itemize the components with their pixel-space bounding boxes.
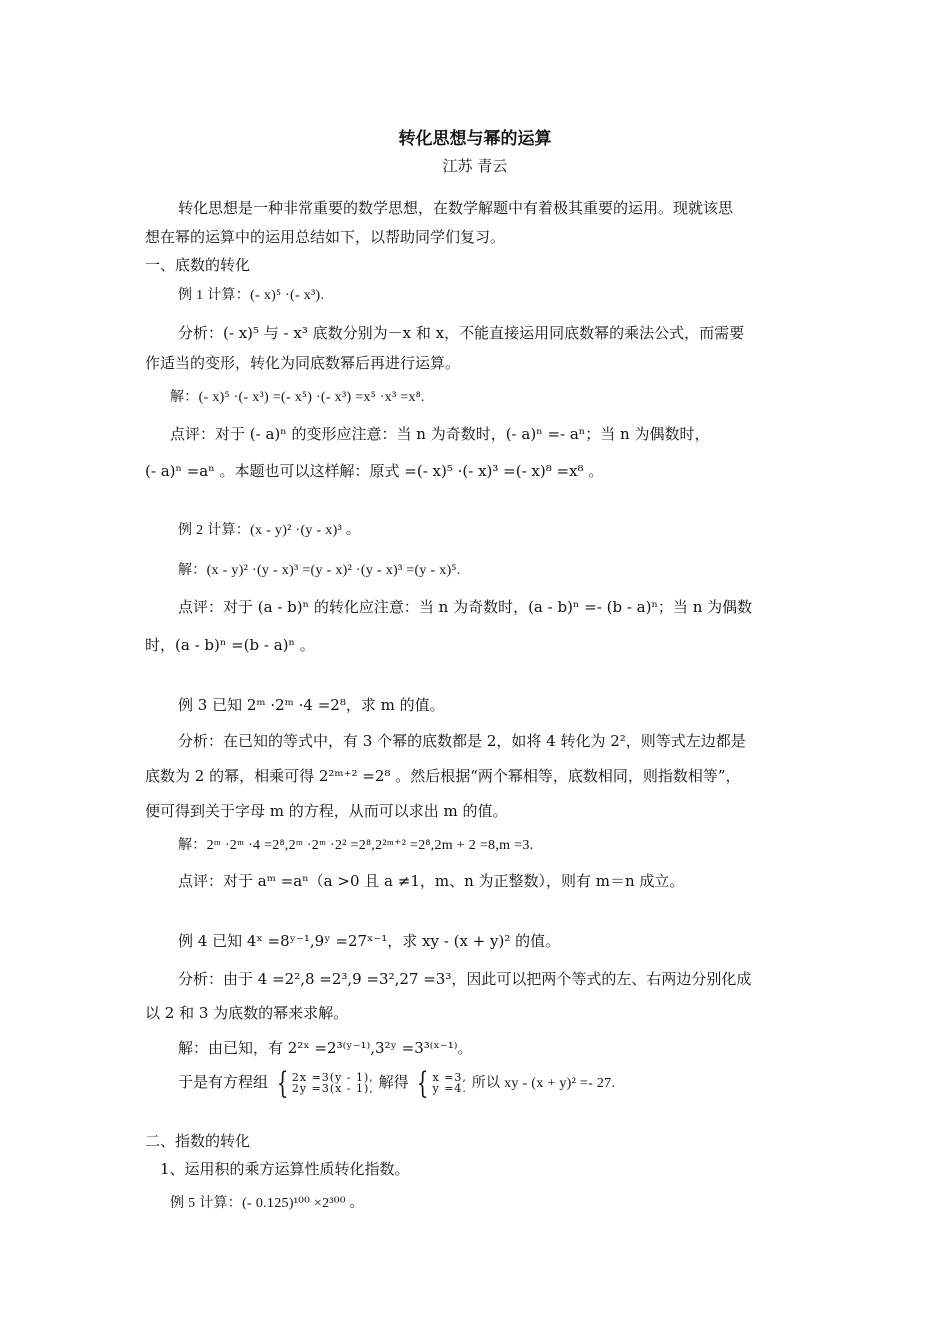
left-brace-icon: {	[276, 1065, 289, 1101]
final-answer: 所以 xy - (x + y)² =- 27.	[471, 1076, 616, 1091]
analysis-line: 分析：由于 4 =2²,8 =2³,9 =3²,27 =3³，因此可以把两个等式的左、右两边分别化成	[178, 970, 752, 988]
system-2-eq-1: x =3,	[432, 1071, 467, 1084]
solution-line: 解：由已知，有 2²ˣ =2³⁽ʸ⁻¹⁾,3²ʸ =3³⁽ˣ⁻¹⁾。	[178, 1039, 473, 1057]
comment-line: 点评：对于 (- a)ⁿ 的变形应注意：当 n 为奇数时，(- a)ⁿ =- aⁿ；当 n 为偶数时，	[170, 425, 710, 443]
system-1-eq-1: 2x =3(y - 1),	[291, 1071, 374, 1084]
example-2-question: 例 2 计算：(x - y)² ·(y - x)³ 。	[178, 523, 361, 538]
system-intro-text: 于是有方程组	[178, 1073, 269, 1091]
example-4-question: 例 4 已知 4ˣ =8ʸ⁻¹,9ʸ =27ˣ⁻¹，求 xy - (x + y)² 的值。	[178, 932, 561, 950]
analysis-line: 以 2 和 3 为底数的幂来求解。	[145, 1004, 349, 1022]
equation-system-line	[178, 1065, 843, 1101]
system-2-eq-2: y =4.	[432, 1082, 467, 1095]
equation-system-1	[273, 1065, 374, 1101]
solution-line: 解：(- x)⁵ ·(- x³) =(- x⁵) ·(- x³) =x⁵ ·x³ =x⁸.	[170, 390, 425, 405]
system-1-eq-2: 2y =3(x - 1),	[291, 1082, 374, 1095]
paragraph-line: 转化思想是一种非常重要的数学思想，在数学解题中有着极其重要的运用。现就该思	[178, 199, 734, 217]
solve-text: 解得	[378, 1073, 409, 1091]
analysis-line: 分析：在已知的等式中，有 3 个幂的底数都是 2，如将 4 转化为 2²，则等式左边都是	[178, 732, 746, 750]
example-1-question: 例 1 计算：(- x)⁵ ·(- x³).	[178, 288, 325, 303]
comment-line: (- a)ⁿ =aⁿ 。本题也可以这样解：原式 =(- x)⁵ ·(- x)³ =(- x)⁸ =x⁸ 。	[145, 462, 604, 480]
analysis-line: 分析：(- x)⁵ 与 - x³ 底数分别为－x 和 x，不能直接运用同底数幂的乘法公式，而需要	[178, 324, 745, 342]
analysis-line: 便可得到关于字母 m 的方程，从而可以求出 m 的值。	[145, 802, 508, 820]
analysis-line: 作适当的变形，转化为同底数幂后再进行运算。	[145, 354, 461, 372]
analysis-line: 底数为 2 的幂，相乘可得 2²ᵐ⁺² =2⁸ 。然后根据“两个幂相等，底数相同，则指数相等”，	[145, 767, 741, 785]
comment-line: 点评：对于 aᵐ =aⁿ（a >0 且 a ≠1，m、n 为正整数），则有 m＝n 成立。	[178, 872, 685, 890]
equation-system-2	[413, 1065, 467, 1101]
comment-line: 时，(a - b)ⁿ =(b - a)ⁿ 。	[145, 636, 315, 654]
example-5-question: 例 5 计算：(- 0.125)¹⁰⁰ ×2³⁰⁰ 。	[170, 1196, 364, 1211]
subsection-heading: 1、运用积的乘方运算性质转化指数。	[160, 1160, 410, 1178]
section-heading: 一、底数的转化	[145, 256, 251, 274]
left-brace-icon: {	[417, 1065, 429, 1101]
solution-line: 解：(x - y)² ·(y - x)³ =(y - x)² ·(y - x)³ =(y - x)⁵.	[178, 563, 461, 578]
comment-line: 点评：对于 (a - b)ⁿ 的转化应注意：当 n 为奇数时，(a - b)ⁿ =- (b - a)ⁿ；当 n 为偶数	[178, 598, 753, 616]
paragraph-line: 想在幂的运算中的运用总结如下，以帮助同学们复习。	[145, 228, 506, 246]
section-heading: 二、指数的转化	[145, 1132, 251, 1150]
page-title: 转化思想与幂的运算	[398, 129, 552, 149]
solution-line: 解：2ᵐ ·2ᵐ ·4 =2⁸,2ᵐ ·2ᵐ ·2² =2⁸,2²ᵐ⁺² =2⁸,2m + 2 =8,m =3.	[178, 838, 534, 853]
example-3-question: 例 3 已知 2ᵐ ·2ᵐ ·4 =2⁸，求 m 的值。	[178, 696, 445, 714]
author-line: 江苏 青云	[442, 157, 508, 175]
